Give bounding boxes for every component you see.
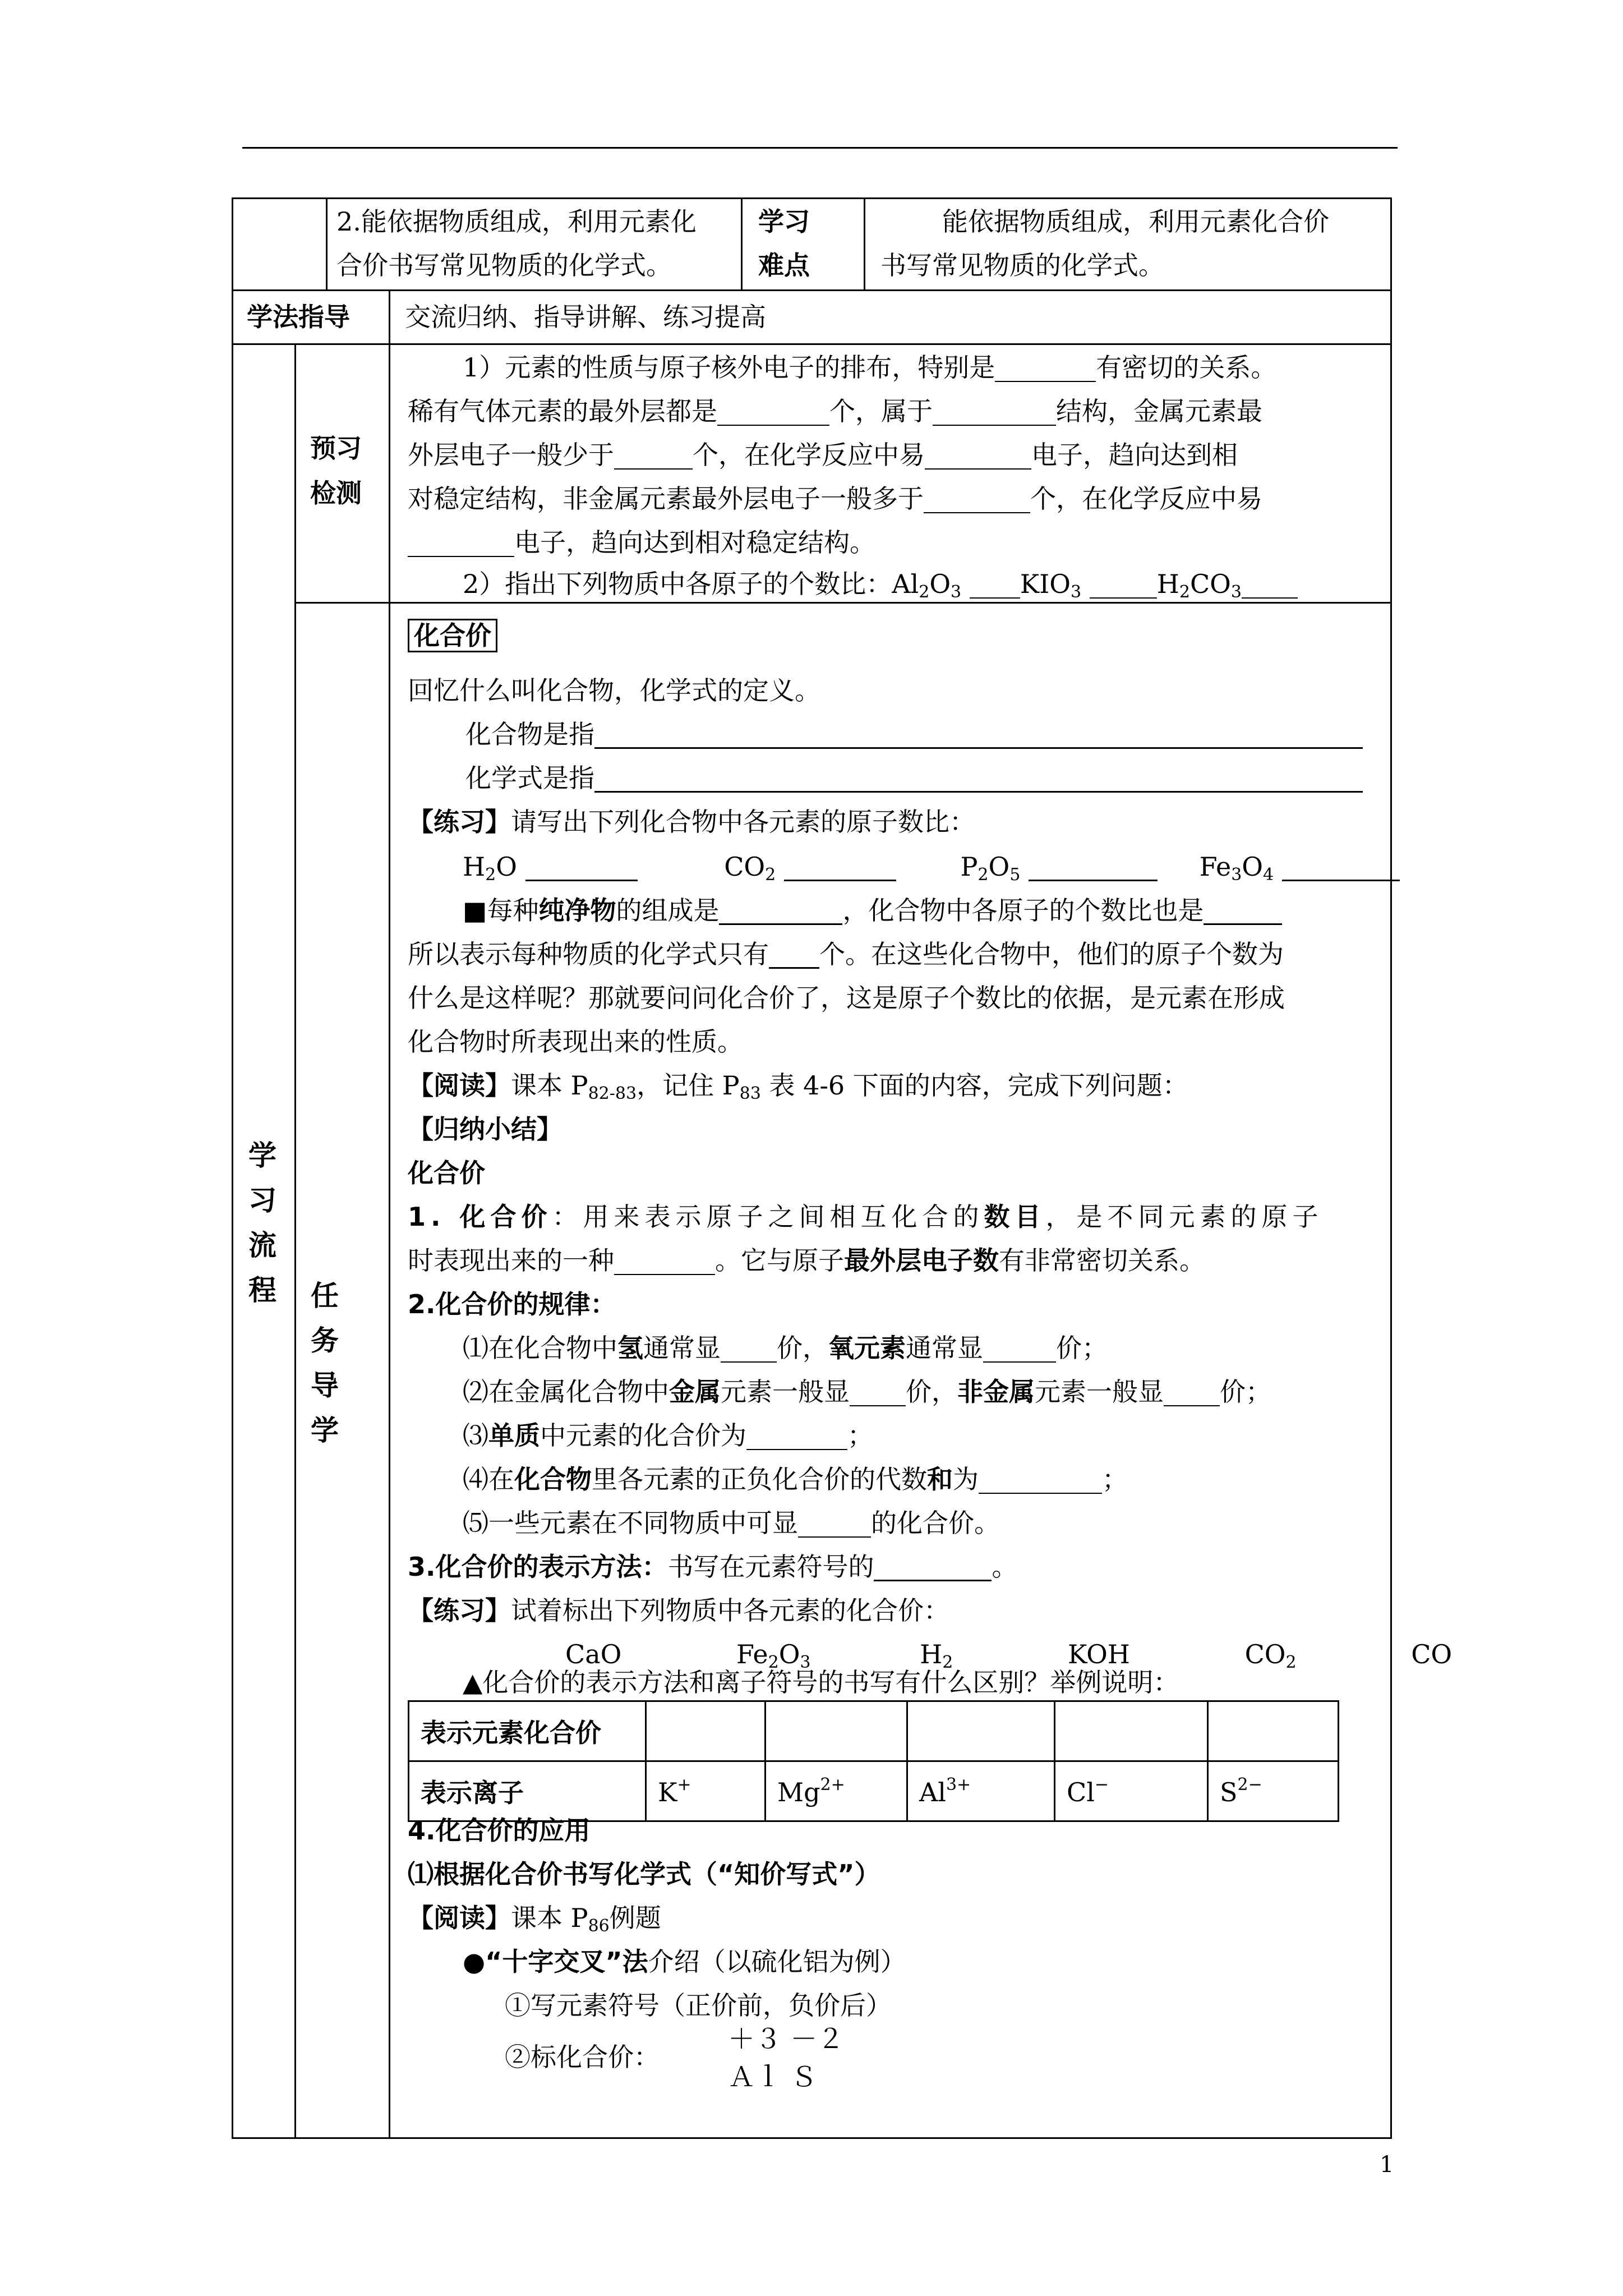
row-label-valence: 表示元素化合价 bbox=[409, 1701, 646, 1761]
section-title: 化合价 bbox=[408, 619, 497, 652]
page-number: 1 bbox=[1380, 2152, 1394, 2178]
flow-label: 学 习 流 程 bbox=[248, 1139, 276, 1306]
task-label: 任 务 导 学 bbox=[311, 1280, 339, 1447]
objective-line-1: 2.能依据物质组成，利用元素化 bbox=[336, 206, 697, 237]
header-rule bbox=[242, 147, 1398, 149]
ion-cell: $Mg^{2+}$ bbox=[766, 1761, 907, 1821]
valence-ion-table bbox=[408, 1700, 1339, 1822]
ion-cell: Cl− bbox=[1055, 1761, 1208, 1821]
row-label-ion: 表示离子 bbox=[409, 1761, 646, 1821]
difficulty-text-1: 能依据物质组成，利用元素化合价 bbox=[942, 206, 1329, 237]
ion-cell: $S^{2-}$ bbox=[1208, 1761, 1339, 1821]
preview-label-1: 预习 bbox=[310, 433, 362, 463]
method-text: 交流归纳、指导讲解、练习提高 bbox=[405, 302, 766, 332]
ion-cell: K+ bbox=[646, 1761, 766, 1821]
difficulty-label-2: 难点 bbox=[758, 250, 810, 280]
preview-label-2: 检测 bbox=[310, 478, 362, 508]
objective-line-2: 合价书写常见物质的化学式。 bbox=[336, 250, 672, 280]
difficulty-text-2: 书写常见物质的化学式。 bbox=[880, 250, 1164, 280]
difficulty-label-1: 学习 bbox=[758, 206, 810, 237]
ion-cell: $Al^{3+}$ bbox=[907, 1761, 1055, 1821]
method-label: 学法指导 bbox=[247, 302, 350, 332]
